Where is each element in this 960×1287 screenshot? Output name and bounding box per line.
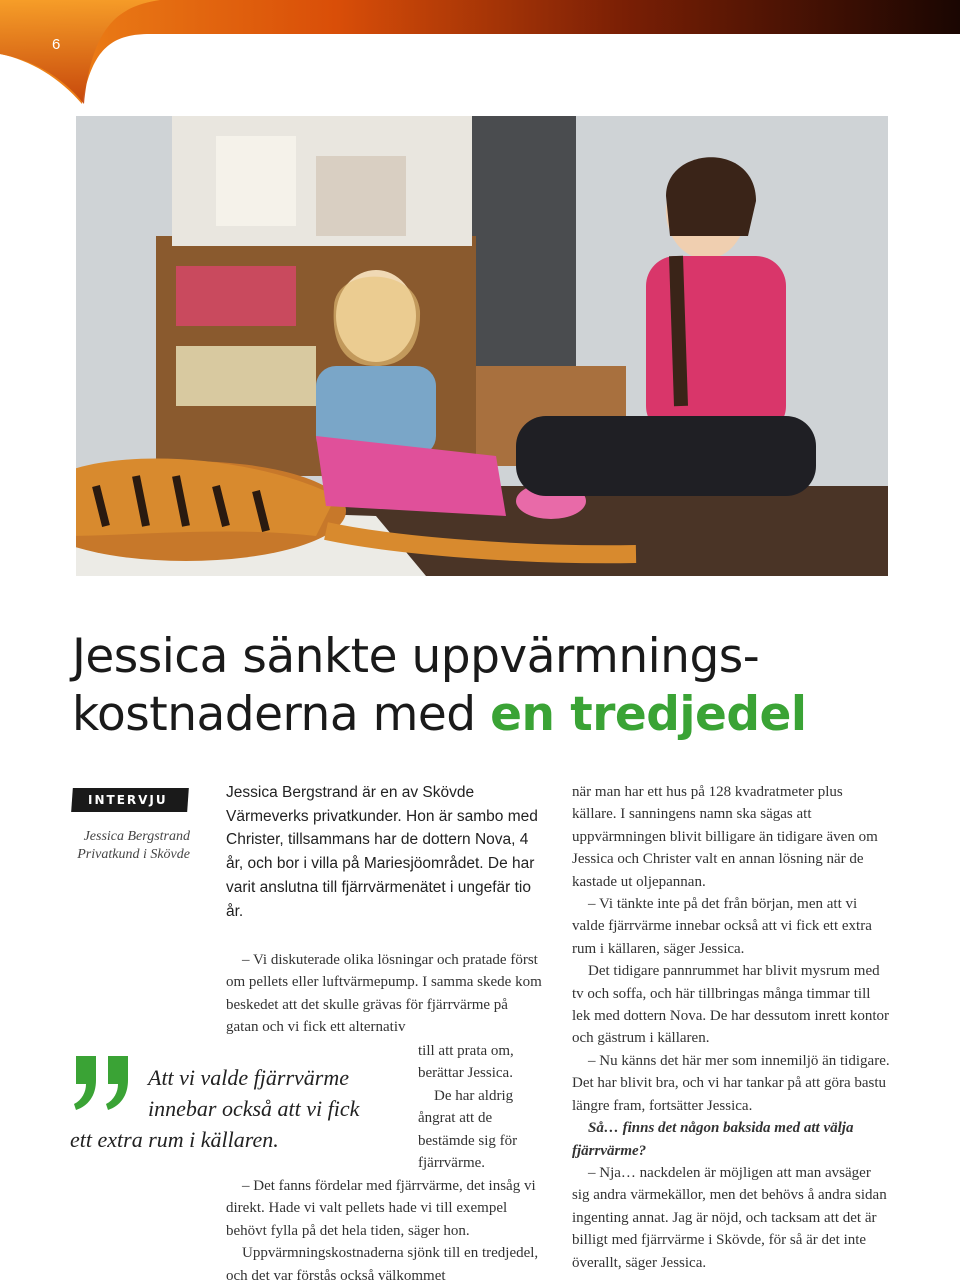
col3-question: Så… finns det någon baksida med att välja fjärrvärme? (572, 1120, 854, 1159)
lead-paragraph: Jessica Bergstrand är en av Skövde Värmeverks privatkunder. Hon är sambo med Christer, tillsammans har de dottern Nova, 4 år, och bor i villa på Mariesjöområdet. De har varit anslutna till fjärrvärmenätet i ungefär tio år. (226, 784, 538, 920)
col2-p3: – Det fanns fördelar med fjärrvärme, det insåg vi direkt. Hade vi valt pellets hade vi till exempel behövt fylla på det hela tiden, säger hon. (226, 1178, 536, 1239)
col3-p2: – Vi tänkte inte på det från början, men att vi valde fjärrvärme innebar också att vi fick ett extra rum i källaren, säger Jessica. (572, 896, 872, 957)
pull-quote-line3: ett extra rum i källaren. (70, 1127, 279, 1152)
col2-p1: – Vi diskuterade olika lösningar och pratade först om pellets eller luftvärmepump. I samma skede kom beskedet att det skulle grävas för fjärrvärme på gatan och vi fick ett alternativ (226, 952, 542, 1036)
column3 (572, 781, 890, 1274)
headline-highlight: en tredjedel (490, 687, 807, 742)
interview-tag (71, 788, 189, 812)
column2-block2 (226, 1175, 544, 1287)
col3-p5: – Nja… nackdelen är möjligen att man avsäger sig andra värmekällor, men det behövs å andra sidan ingenting annat. Jag är nöjd, och tacksam att det är billigt med fjärrvärme i Skövde, för så är det inte överallt, säger Jessica. (572, 1164, 887, 1271)
headline-line1: Jessica sänkte uppvärmnings- (72, 629, 760, 684)
byline-name: Jessica Bergstrand (83, 829, 190, 844)
pull-quote-line2: innebar också att vi fick (148, 1096, 360, 1121)
interview-photo (76, 116, 888, 576)
col2-p4: Uppvärmningskostnaderna sjönk till en tredjedel, och det var förstås också välkommet (226, 1245, 539, 1284)
byline (72, 828, 190, 864)
col2-p2: De har aldrig ångrat att de bestämde sig för fjärrvärme. (418, 1087, 518, 1172)
col3-p3: Det tidigare pannrummet har blivit mysrum med tv och soffa, och här tillbringas många timmar till lek med dottern Nova. De har dessutom inrett kontor och gästrum i källaren. (572, 963, 890, 1047)
column2-narrow-block (418, 1040, 544, 1174)
pull-quote (70, 1062, 400, 1155)
byline-role: Privatkund i Skövde (77, 847, 190, 862)
col3-p4: – Nu känns det här mer som innemiljö än tidigare. Det har blivit bra, och vi har tankar på att göra bastu längre fram, fortsätter Jessica. (572, 1052, 890, 1114)
col2-p1-continued: till att prata om, berättar Jessica. (418, 1043, 514, 1082)
column2-block1 (226, 949, 544, 1039)
article-headline (72, 628, 932, 744)
pull-quote-line1: Att vi valde fjärrvärme (148, 1065, 350, 1090)
flame-header-graphic (0, 0, 960, 110)
page-number: 6 (52, 36, 61, 53)
headline-line2: kostnaderna med (72, 687, 491, 742)
col3-p1: när man har ett hus på 128 kvadratmeter plus källare. I sanningens namn ska sägas att uppvärmningen blivit billigare än tidigare även om Jessica och Christer valt en annan lösning när de kastade ut oljepannan. (572, 784, 878, 890)
interview-tag-label: INTERVJU (88, 793, 168, 807)
